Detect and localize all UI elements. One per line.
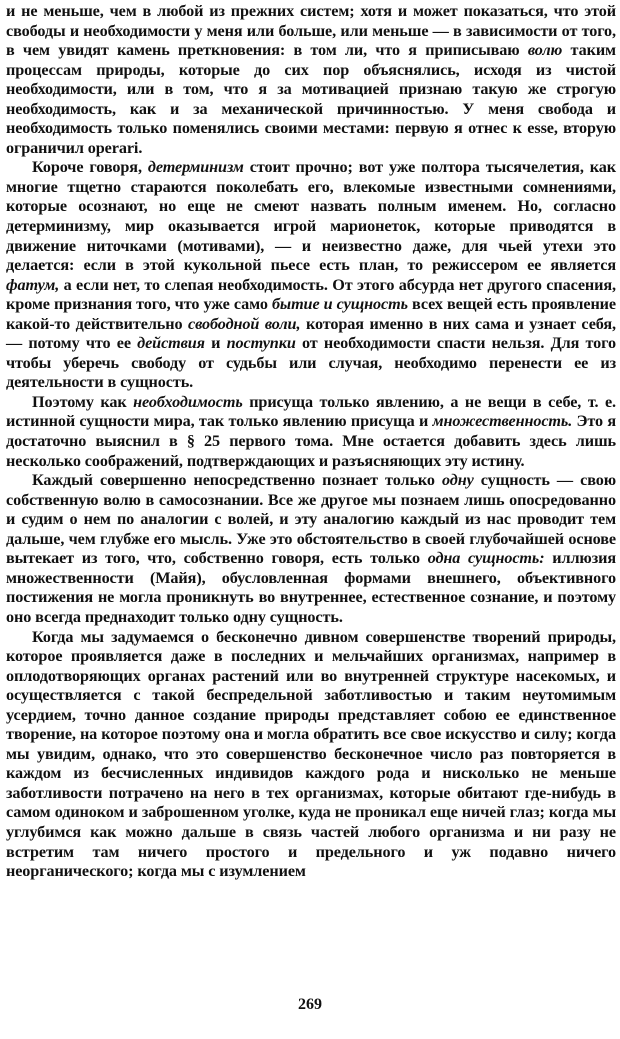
italic-text: действия xyxy=(137,334,205,353)
paragraph xyxy=(6,628,616,882)
italic-text: необходимость xyxy=(133,392,243,411)
text-run: от необходимости спасти нельзя. Для того чтобы уберечь свободу от судьбы или случая, необходимо перенести ее из деятельности в сущность. xyxy=(6,334,616,392)
text-run: иллюзия множественности (Майя), обусловленная формами внешнего, объективного постижения не могла проникнуть во внутреннее, естественное сознание, и поэтому оно всегда преднаходит только одну сущность. xyxy=(6,549,616,626)
italic-text: множественность. xyxy=(432,412,573,431)
paragraph xyxy=(6,2,616,158)
text-run: стоит прочно; вот уже полтора тысячелетия, как многие тщетно стараются поколебать его, влекомые известными сомнениями, которые осознают, но еще не смеют назвать полным именем. Но, согласно детерминизму, мир оказывается игрой марионеток, которые приводятся в движение ниточками (мотивами), — и неизвестно даже, для чьей утехи это делается: если в этой кукольной пьесе есть план, то режиссером ее является xyxy=(6,158,616,275)
text-run: присуща только явлению, а не вещи в себе, т. е. истинной сущности мира, так только явлению присуща и xyxy=(6,392,616,431)
text-run: а если нет, то слепая необходимость. От этого абсурда нет другого спасения, кроме признания того, что уже само xyxy=(6,275,616,314)
italic-text: бытие и сущность xyxy=(271,295,408,314)
text-run: таким процессам природы, которые до сих пор объяснялись, исходя из чистой необходимости, или в том, что я за мотивацией признаю такую же строгую необходимость, как и за механической причинностью. У меня свобода и необходимость только поменялись своими местами: первую я отнес к esse, вторую ограничил operari. xyxy=(6,41,616,157)
italic-text: детерминизм xyxy=(147,158,244,177)
text-run: Это я достаточно выяснил в § 25 первого тома. Мне остается добавить здесь лишь несколько соображений, подтверждающих и разъясняющих эту истину. xyxy=(6,412,616,470)
text-run: и xyxy=(204,334,227,353)
italic-text: свободной воли, xyxy=(188,314,301,333)
italic-text: поступки xyxy=(226,334,296,353)
page-number: 269 xyxy=(298,996,322,1013)
text-run: всех вещей есть проявление какой-то действительно xyxy=(6,295,616,333)
text-run: Поэтому как xyxy=(32,392,134,411)
page-body xyxy=(6,2,616,882)
italic-text: одна сущность: xyxy=(427,549,545,568)
text-run: Короче говоря, xyxy=(32,158,148,177)
italic-text: фатум, xyxy=(6,275,60,294)
italic-text: волю xyxy=(527,41,563,60)
text-run: Каждый совершенно непосредственно познает только xyxy=(32,471,443,490)
text-run: Когда мы задумаемся о бесконечно дивном совершенстве творений природы, которое проявляется даже в последних и мельчайших организмах, например в оплодотворяющих органах растений или во внутренней структуре насекомых, и осуществляется с такой беспредельной заботливостью и таким неутомимым усердием, точно данное создание природы представляет собою ее единственное творение, на которое поэтому она и могла обратить все свое искусство и силу; когда мы увидим, однако, что это совершенство бесконечное число раз повторяется в каждом из бесчисленных индивидов каждого рода и нисколько не меньше заботливости потрачено на него в тех организмах, которые обитают где-нибудь в самом одиноком и заброшенном уголке, куда не проникал еще ничей глаз; когда мы углубимся как можно дальше в связь частей любого организма и ни разу не встретим там ничего простого и предельного и уж подавно ничего неорганического; когда мы с изумлением xyxy=(6,627,616,881)
paragraph xyxy=(6,471,616,627)
text-run: сущность — свою собственную волю в самосознании. Все же другое мы познаем лишь опосредованно и судим о нем по аналогии с волей, и эту аналогию каждый из нас проводит тем дальше, чем глубже его мысль. Уже это обстоятельство в своей глубочайшей основе вытекает из того, что, собственно говоря, есть только xyxy=(6,471,616,568)
text-run: которая именно в них сама и узнает себя, — потому что ее xyxy=(6,314,616,353)
text-run: и не меньше, чем в любой из прежних систем; хотя и может показаться, что этой свободы и необходимости у меня или больше, или меньше — в зависимости от того, в чем увидят камень преткновения: в том ли, что я приписываю xyxy=(6,2,616,60)
paragraph xyxy=(6,393,616,471)
paragraph xyxy=(6,158,616,393)
italic-text: одну xyxy=(442,471,474,490)
